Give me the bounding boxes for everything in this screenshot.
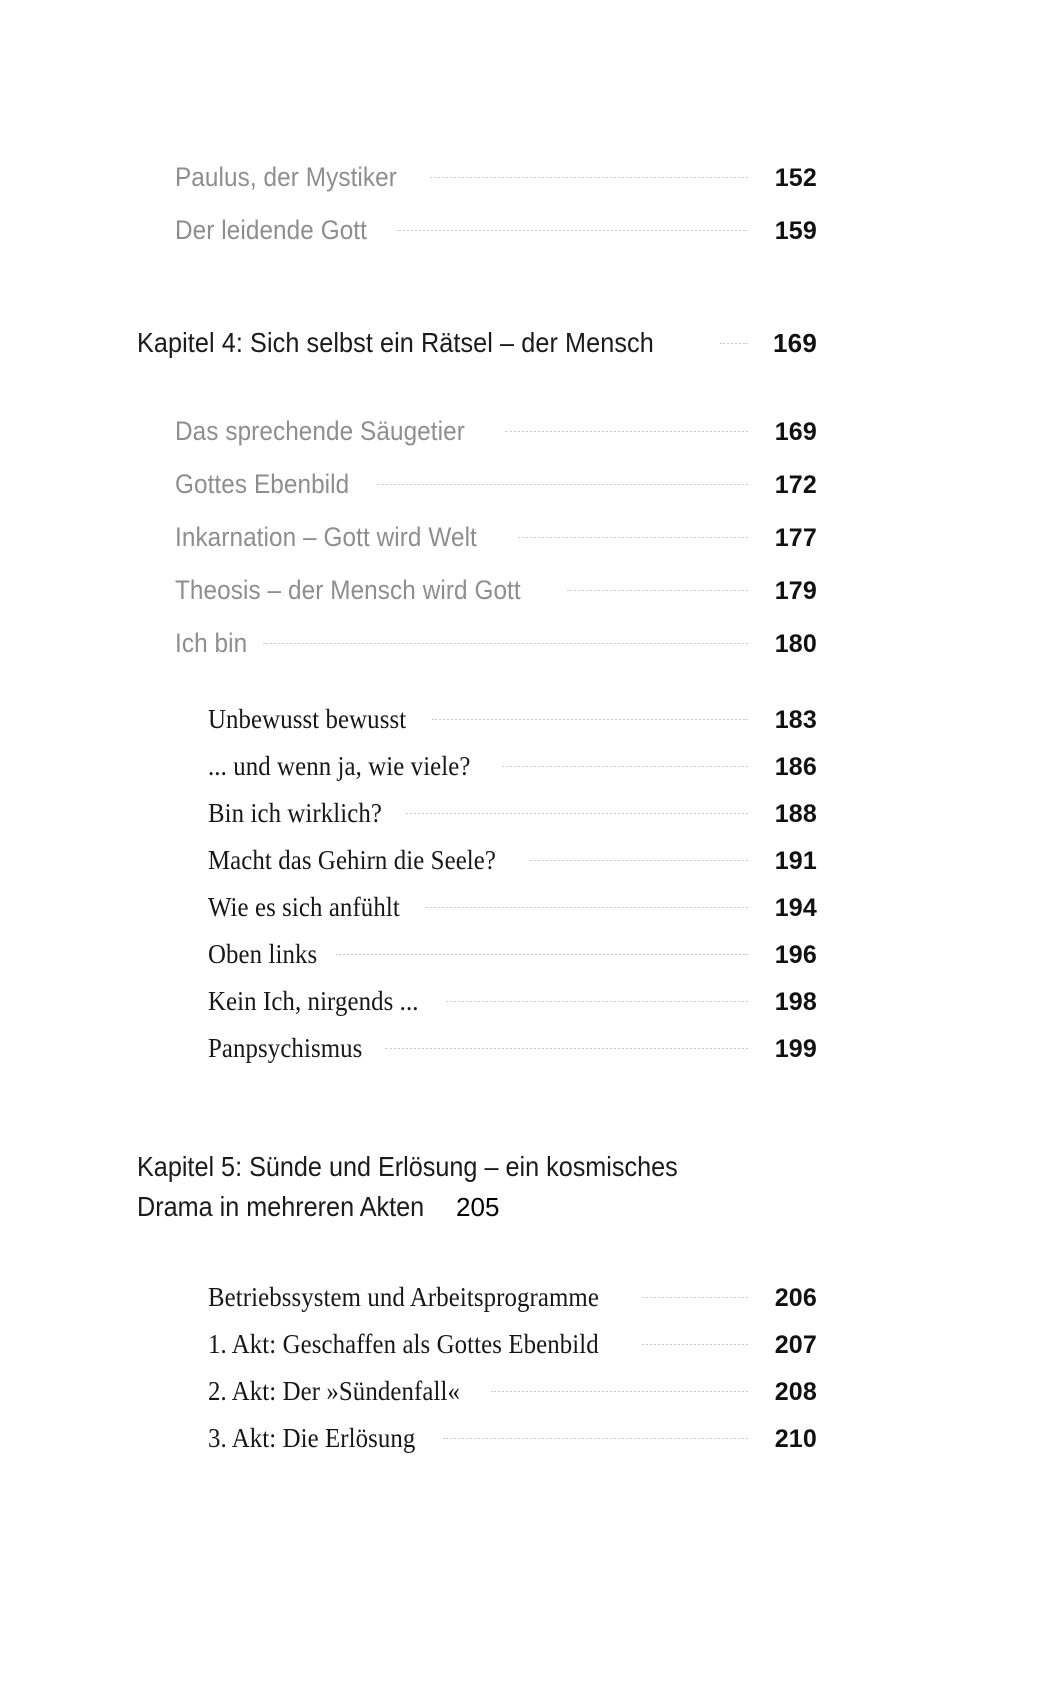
toc-chapter-title-line2: Drama in mehreren Akten <box>137 1191 425 1222</box>
dot-leader <box>443 1438 749 1439</box>
toc-entry[interactable] <box>208 889 817 926</box>
toc-entry-title: Gottes Ebenbild <box>175 469 350 499</box>
toc-entry-page: 172 <box>774 471 817 499</box>
toc-entry[interactable] <box>208 748 817 785</box>
toc-chapter-heading-5[interactable] <box>137 1147 817 1227</box>
section-spacer <box>137 1245 817 1279</box>
toc-entry[interactable] <box>208 1279 817 1316</box>
toc-chapter-page: 205 <box>456 1192 500 1222</box>
toc-entry[interactable] <box>208 983 817 1020</box>
toc-entry-page: 159 <box>774 217 817 245</box>
section-spacer <box>137 1077 817 1147</box>
toc-entry[interactable] <box>175 414 817 449</box>
toc-entry-page: 183 <box>774 706 817 734</box>
toc-entry-page: 198 <box>774 988 817 1016</box>
dot-leader <box>336 954 748 955</box>
toc-entry-title: 2. Akt: Der »Sündenfall« <box>208 1376 460 1406</box>
dot-leader <box>432 719 748 720</box>
toc-entry-page: 177 <box>774 524 817 552</box>
toc-entry[interactable] <box>175 573 817 608</box>
toc-entry[interactable] <box>175 467 817 502</box>
toc-entry-page: 210 <box>774 1425 817 1453</box>
toc-entry-title: Das sprechende Säugetier <box>175 416 465 446</box>
toc-entry-title: Oben links <box>208 939 318 969</box>
toc-entry-page: 169 <box>774 418 817 446</box>
toc-entry-page: 191 <box>774 847 817 875</box>
toc-entry-title: Paulus, der Mystiker <box>175 162 397 192</box>
toc-entry-title: Unbewusst bewusst <box>208 704 407 734</box>
dot-leader <box>491 1391 748 1392</box>
toc-entry[interactable] <box>175 626 817 661</box>
toc-entry-page: 180 <box>774 630 817 658</box>
toc-entry[interactable] <box>175 213 817 248</box>
dot-leader <box>396 230 748 231</box>
dot-leader <box>263 643 748 644</box>
toc-entry-page: 194 <box>774 894 817 922</box>
dot-leader <box>720 343 748 344</box>
section-spacer <box>137 266 817 324</box>
toc-entry[interactable] <box>208 842 817 879</box>
toc-entry-title: Panpsychismus <box>208 1033 363 1063</box>
section-spacer <box>137 380 817 414</box>
toc-entry-page: 208 <box>774 1378 817 1406</box>
toc-entry-title: Macht das Gehirn die Seele? <box>208 845 497 875</box>
toc-entry-page: 206 <box>774 1284 817 1312</box>
toc-entry-title: Kein Ich, nirgends ... <box>208 986 419 1016</box>
toc-entry-page: 207 <box>774 1331 817 1359</box>
toc-entry-title: 3. Akt: Die Erlösung <box>208 1423 416 1453</box>
toc-entry-page: 196 <box>774 941 817 969</box>
toc-entry-title: Wie es sich anfühlt <box>208 892 400 922</box>
toc-entry[interactable] <box>175 160 817 195</box>
toc-entry-title: Inkarnation – Gott wird Welt <box>175 522 477 552</box>
section-spacer <box>137 679 817 701</box>
toc-entry-title: Theosis – der Mensch wird Gott <box>175 575 521 605</box>
dot-leader <box>502 766 748 767</box>
toc-entry[interactable] <box>208 936 817 973</box>
toc-chapter-title-line1: Kapitel 5: Sünde und Erlösung – ein kosmisches <box>137 1151 678 1182</box>
dot-leader <box>642 1344 748 1345</box>
toc-entry-title: Bin ich wirklich? <box>208 798 383 828</box>
dot-leader <box>567 590 748 591</box>
toc-entry-title: Der leidende Gott <box>175 215 367 245</box>
toc-entry-title: Ich bin <box>175 628 248 658</box>
toc-entry[interactable] <box>208 1373 817 1410</box>
toc-entry-page: 188 <box>774 800 817 828</box>
toc-chapter-heading-4[interactable] <box>137 324 817 362</box>
toc-chapter-title: Kapitel 4: Sich selbst ein Rätsel – der Mensch <box>137 327 654 358</box>
toc-chapter-title-row <box>137 1187 817 1227</box>
toc-chapter-page: 169 <box>773 328 817 358</box>
toc-entry[interactable] <box>208 795 817 832</box>
toc-entry-page: 186 <box>774 753 817 781</box>
dot-leader <box>518 537 748 538</box>
toc-entry[interactable] <box>208 1420 817 1457</box>
dot-leader <box>505 431 748 432</box>
toc-entry-list <box>137 160 817 1467</box>
toc-entry-title: ... und wenn ja, wie viele? <box>208 751 471 781</box>
toc-entry-title: 1. Akt: Geschaffen als Gottes Ebenbild <box>208 1329 599 1359</box>
dot-leader <box>426 907 749 908</box>
dot-leader <box>377 484 748 485</box>
dot-leader <box>385 1048 748 1049</box>
toc-entry-page: 179 <box>774 577 817 605</box>
dot-leader <box>430 177 748 178</box>
toc-entry[interactable] <box>208 1326 817 1363</box>
dot-leader <box>406 813 748 814</box>
toc-entry-page: 152 <box>774 164 817 192</box>
toc-entry[interactable] <box>208 701 817 738</box>
dot-leader <box>642 1297 748 1298</box>
toc-entry[interactable] <box>208 1030 817 1067</box>
toc-entry-title: Betriebssystem und Arbeitsprogramme <box>208 1282 599 1312</box>
toc-entry[interactable] <box>175 520 817 555</box>
dot-leader <box>530 860 748 861</box>
toc-entry-page: 199 <box>774 1035 817 1063</box>
dot-leader <box>446 1001 748 1002</box>
